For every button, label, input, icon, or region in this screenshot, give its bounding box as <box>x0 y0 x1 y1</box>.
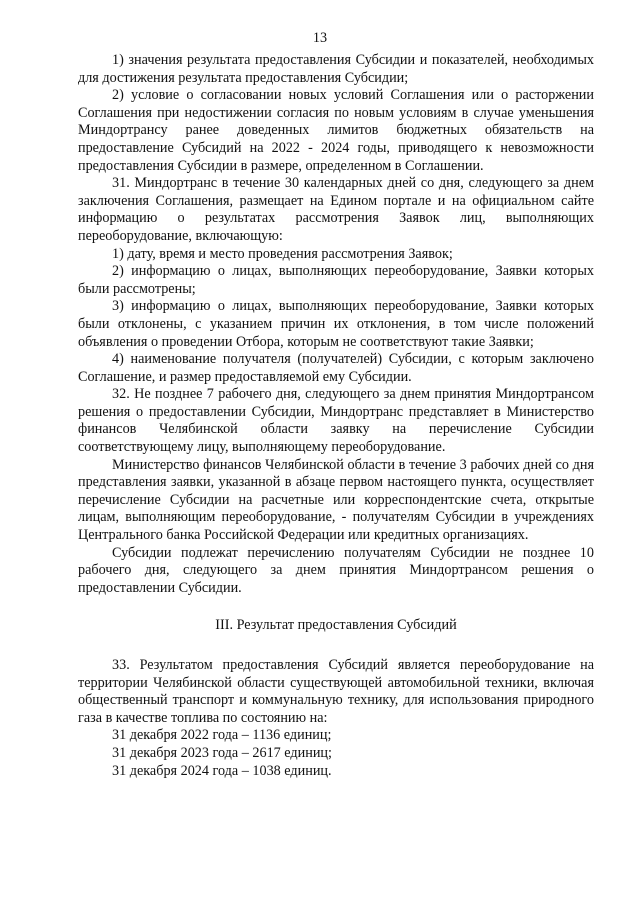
paragraph-item-2: 2) условие о согласовании новых условий Соглашения или о расторжении Соглашения при недостижении согласия по новым условиям в случае уменьшения Миндортрансу ранее доведенных лимитов бюджетных обязательств на предоставление Субсидий на 2022 - 2024 годы, приводящего к невозможности предоставления Субсидии в размере, определенном в Соглашении. <box>78 87 594 174</box>
paragraph-item-1: 1) значения результата предоставления Субсидии и показателей, необходимых для достижения результата предоставления Субсидии; <box>78 52 594 86</box>
paragraph-32: 32. Не позднее 7 рабочего дня, следующего за днем принятия Миндортрансом решения о предоставлении Субсидии, Миндортранс представляет в Министерство финансов Челябинской области заявку на перечисление Субсидии соответствующему лицу, выполняющему переоборудование. <box>78 386 594 456</box>
paragraph-31: 31. Миндортранс в течение 30 календарных дней со дня, следующего за днем заключения Соглашения, размещает на Едином портале и на официальном сайте информацию о результатах рассмотрения Заявок лиц, выполняющих переоборудование, включающую: <box>78 175 594 244</box>
paragraph-32-deadline: Субсидии подлежат перечислению получателям Субсидии не позднее 10 рабочего дня, следующего за днем принятия Миндортрансом решения о предоставлении Субсидии. <box>78 544 594 596</box>
page-number: 13 <box>312 30 328 46</box>
target-2024: 31 декабря 2024 года – 1038 единиц. <box>112 762 332 779</box>
target-2022: 31 декабря 2022 года – 1136 единиц; <box>112 727 332 744</box>
paragraph-31-item-4: 4) наименование получателя (получателей) Субсидии, с которым заключено Соглашение, и размер предоставляемой ему Субсидии. <box>78 351 594 385</box>
paragraph-31-item-2: 2) информацию о лицах, выполняющих переоборудование, Заявки которых были рассмотрены; <box>78 263 594 297</box>
section-heading: III. Результат предоставления Субсидий <box>215 617 457 634</box>
document-body <box>78 52 594 780</box>
target-2023: 31 декабря 2023 года – 2617 единиц; <box>112 744 332 761</box>
paragraph-33: 33. Результатом предоставления Субсидий является переоборудование на территории Челябинской области существующей автомобильной техники, включая общественный транспорт и коммунальную технику, для использования природного газа в качестве топлива по состоянию на: <box>78 657 594 726</box>
paragraph-31-item-3: 3) информацию о лицах, выполняющих переоборудование, Заявки которых были отклонены, с указанием причин их отклонения, в том числе положений объявления о проведении Отбора, которым не соответствуют такие Заявки; <box>78 298 594 350</box>
paragraph-32-transfer: Министерство финансов Челябинской области в течение 3 рабочих дней со дня представления заявки, указанной в абзаце первом настоящего пункта, осуществляет перечисление Субсидии на расчетные или корреспондентские счета, открытые лицам, выполняющим переоборудование, - получателям Субсидии в учреждениях Центрального банка Российской Федерации или кредитных организациях. <box>78 456 594 544</box>
paragraph-31-item-1: 1) дату, время и место проведения рассмотрения Заявок; <box>112 245 453 262</box>
